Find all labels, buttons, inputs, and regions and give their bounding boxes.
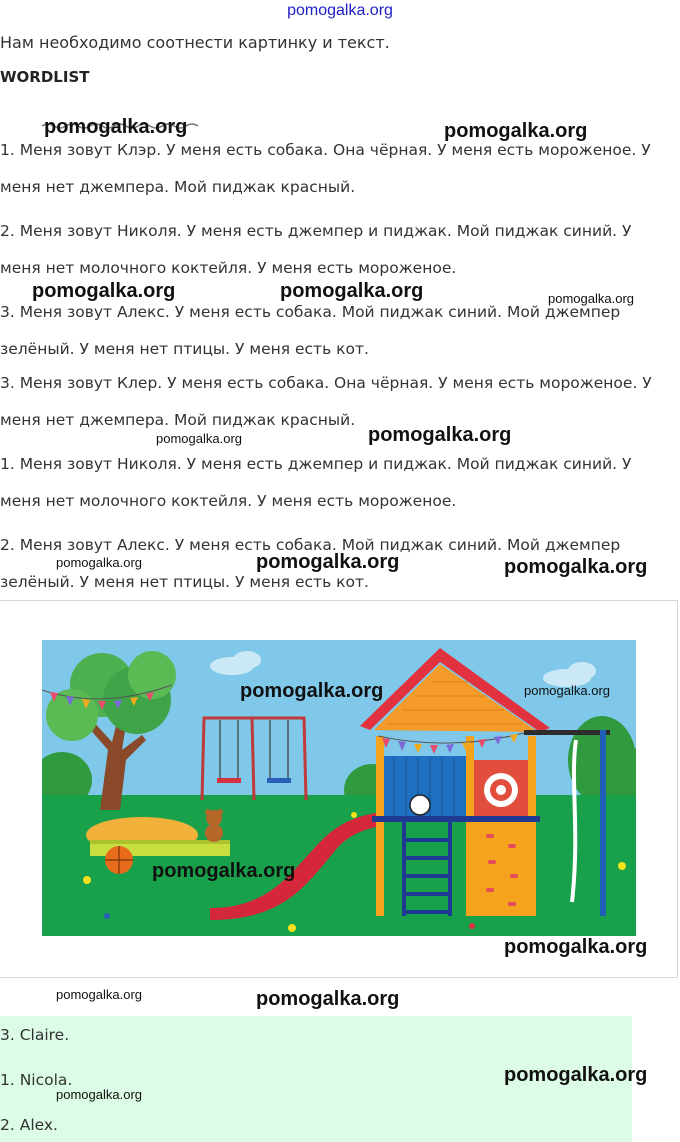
passage-4: 3. Меня зовут Клер. У меня есть собака. Она чёрная. У меня есть мороженое. У меня нет джемпера. Мой пиджак красный. xyxy=(0,374,652,429)
passage-2: 2. Меня зовут Николя. У меня есть джемпер и пиджак. Мой пиджак синий. У меня нет молочного коктейля. У меня есть мороженое. xyxy=(0,222,632,277)
answer-item: 3. Claire. xyxy=(0,1026,70,1044)
watermark: pomogalka.org xyxy=(256,551,400,573)
watermark: pomogalka.org xyxy=(56,1087,142,1102)
watermark: pomogalka.org xyxy=(504,1064,648,1086)
watermark: pomogalka.org xyxy=(44,116,188,138)
answer-item: 2. Alex. xyxy=(0,1116,58,1134)
site-link[interactable]: pomogalka.org xyxy=(287,2,393,19)
watermark: pomogalka.org xyxy=(256,988,400,1010)
soccer-ball-icon xyxy=(410,795,430,815)
task-instruction: Нам необходимо соотнести картинку и текст. xyxy=(0,33,390,52)
passage-1: 1. Меня зовут Клэр. У меня есть собака. Она чёрная. У меня есть мороженое. У меня нет джемпера. Мой пиджак красный. xyxy=(0,141,651,196)
watermark: pomogalka.org xyxy=(152,860,296,882)
passage-3: 3. Меня зовут Алекс. У меня есть собака. Мой пиджак синий. Мой джемпер зелёный. У меня нет птицы. У меня есть кот. xyxy=(0,303,621,358)
answer-item: 1. Nicola. xyxy=(0,1071,73,1089)
watermark: pomogalka.org xyxy=(504,556,648,578)
watermark: pomogalka.org xyxy=(240,680,384,702)
watermark: pomogalka.org xyxy=(56,555,142,570)
watermark: pomogalka.org xyxy=(524,683,610,698)
watermark: pomogalka.org xyxy=(548,291,634,306)
passage-5: 1. Меня зовут Николя. У меня есть джемпер и пиджак. Мой пиджак синий. У меня нет молочного коктейля. У меня есть мороженое. xyxy=(0,455,632,510)
watermark: pomogalka.org xyxy=(280,280,424,302)
wordlist-heading: WORDLIST xyxy=(0,68,90,86)
watermark: pomogalka.org xyxy=(56,987,142,1002)
watermark: pomogalka.org xyxy=(504,936,648,958)
watermark: pomogalka.org xyxy=(156,431,242,446)
passage-6: 2. Меня зовут Алекс. У меня есть собака. Мой пиджак синий. Мой джемпер зелёный. У меня нет птицы. У меня есть кот. xyxy=(0,536,621,591)
watermark: pomogalka.org xyxy=(444,120,588,142)
watermark: pomogalka.org xyxy=(32,280,176,302)
watermark: pomogalka.org xyxy=(368,424,512,446)
